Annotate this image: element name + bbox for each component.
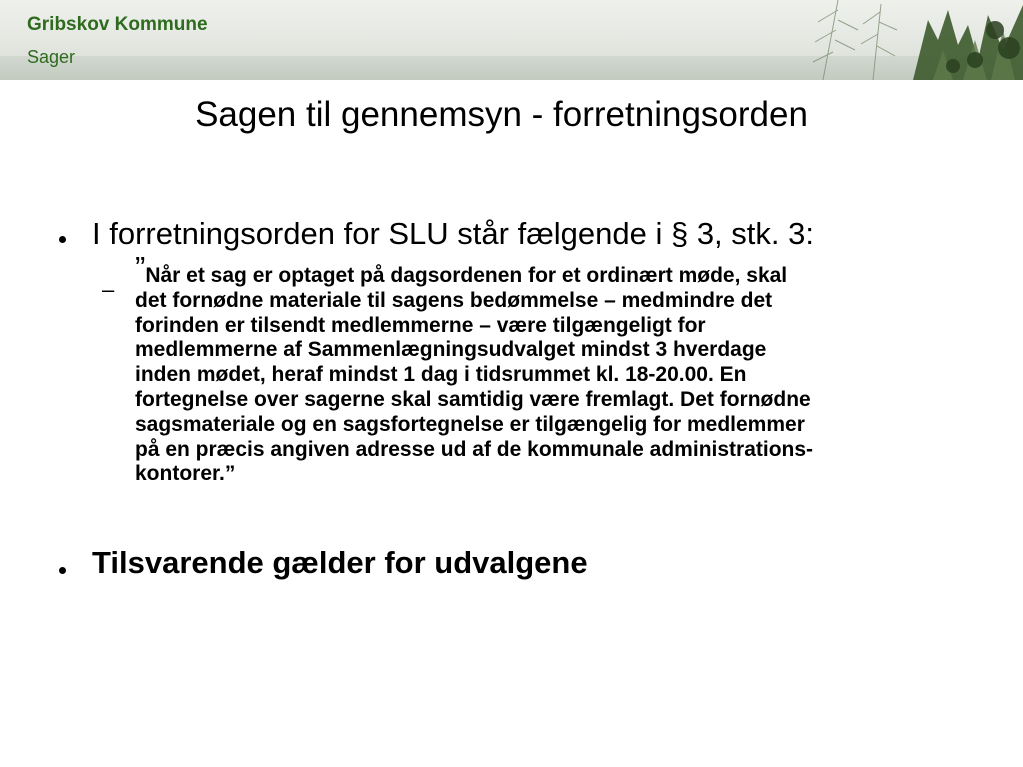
bullet-text: I forretningsorden for SLU står fælgende i § 3, stk. 3: [92,216,814,251]
quote-line: inden mødet, heraf mindst 1 dag i tidsrummet kl. 18-20.00. En [135,363,747,387]
quote-line: kontorer.” [135,462,236,486]
quoted-rule-text [135,250,995,487]
organization-name: Gribskov Kommune [27,14,208,35]
quote-line [135,250,995,289]
bullet-icon [59,567,66,574]
open-quote-mark: ” [135,250,146,285]
slide-title: Sagen til gennemsyn - forretningsorden [195,95,808,134]
quote-line: fortegnelse over sagerne skal samtidig være fremlagt. Det fornødne [135,387,811,411]
quote-line-text: Når et sag er optaget på dagsordenen for et ordinært møde, skal [145,264,788,287]
quote-line: sagsmateriale og en sagsfortegnelse er tilgængelig for medlemmer [135,412,805,436]
bullet-icon [59,236,66,243]
bullet-text: Tilsvarende gælder for udvalgene [92,545,588,580]
quote-line: det fornødne materiale til sagens bedømmelse – medmindre det [135,288,773,312]
quote-line: forinden er tilsendt medlemmerne – være tilgængeligt for [135,313,706,337]
sub-bullet-dash: – [102,277,115,302]
section-name: Sager [27,47,76,67]
quote-line: medlemmerne af Sammenlægningsudvalget mindst 3 hverdage [135,338,767,362]
quote-line: på en præcis angiven adresse ud af de kommunale administrations- [135,437,814,461]
pine-trees-image [763,0,1023,80]
header-banner [0,0,1023,80]
